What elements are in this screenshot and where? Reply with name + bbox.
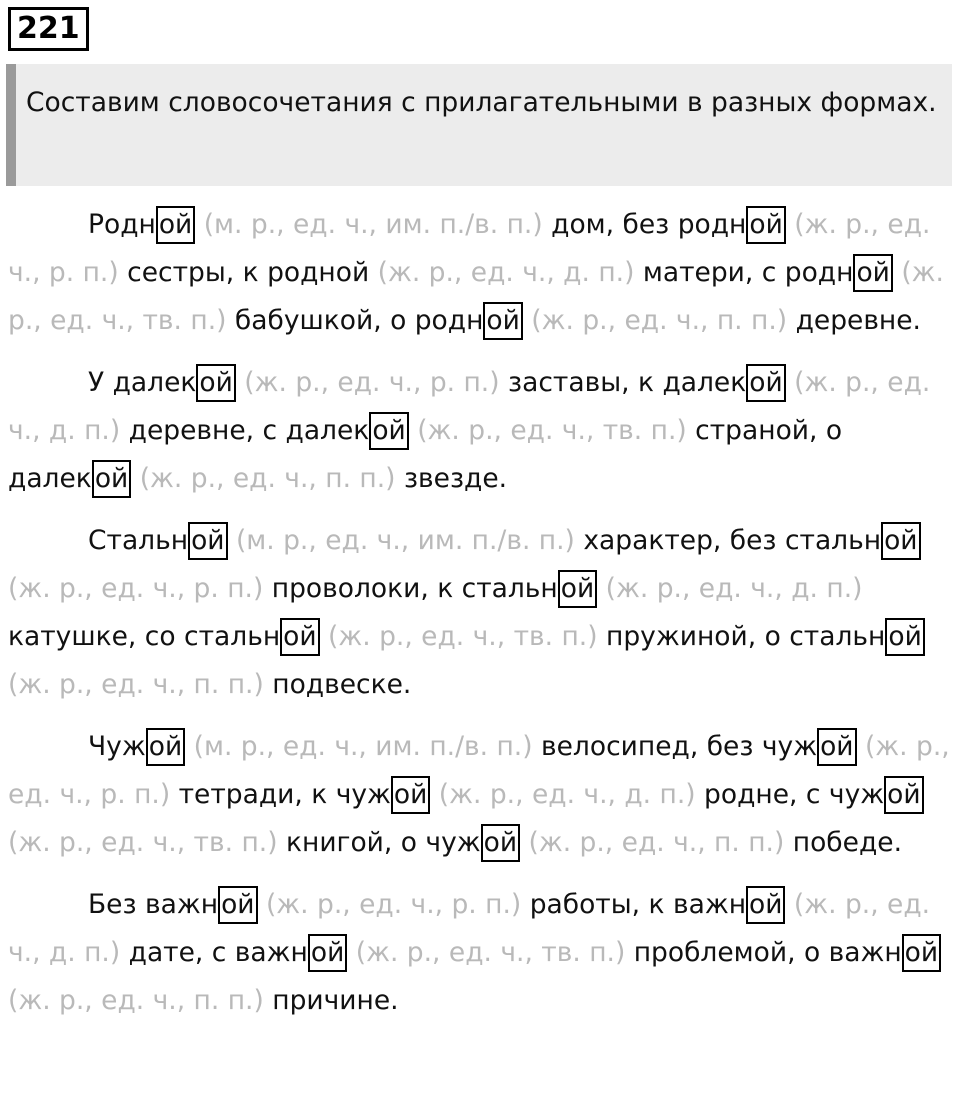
noun: бабушкой, [234, 305, 382, 336]
adjective: важн ой [145, 889, 258, 920]
noun: книгой, [285, 827, 393, 858]
grammar-note: (ж. р., ед. ч., р. п.) [244, 367, 500, 398]
grammar-note: (ж. р., ед. ч., п. п.) [528, 827, 785, 858]
adjective-ending: ой [746, 364, 785, 402]
adjective: родн ой [415, 305, 523, 336]
adjective: чуж ой [336, 779, 431, 810]
noun: дом, [551, 209, 615, 240]
adjective-ending: ой [280, 618, 319, 656]
adjective-ending: ой [885, 618, 924, 656]
adjective: чуж ой [829, 779, 924, 810]
grammar-note: (м. р., ед. ч., им. п./в. п.) [203, 209, 543, 240]
adjective-ending: ой [884, 776, 923, 814]
noun: проблемой, [633, 937, 796, 968]
adjective: родн ой [785, 257, 893, 288]
adjective: Родн ой [88, 209, 195, 240]
noun: деревне. [795, 305, 921, 336]
noun: звезде. [403, 463, 508, 494]
grammar-note: (ж. р., ед. ч., р. п.) [8, 573, 264, 604]
adjective: чуж ой [425, 827, 520, 858]
grammar-note: (ж. р., ед. ч., р. п.) [8, 731, 950, 810]
noun: подвеске. [272, 669, 412, 700]
noun: проволоки, [271, 573, 429, 604]
grammar-note: (м. р., ед. ч., им. п./в. п.) [193, 731, 533, 762]
adjective-ending: ой [196, 364, 235, 402]
grammar-note: (ж. р., ед. ч., р. п.) [265, 889, 522, 920]
adjective: Чуж ой [88, 731, 185, 762]
task-note: Составим словосочетания с прилагательными в разных формах. [6, 64, 952, 186]
noun: пружиной, [606, 621, 757, 652]
adjective: стальн ой [789, 621, 925, 652]
adjective-ending: ой [853, 254, 892, 292]
adjective: родн ой [678, 209, 786, 240]
noun: дате, [128, 937, 204, 968]
grammar-note: (м. р., ед. ч., им. п./в. п.) [235, 525, 575, 556]
noun: сестры, [127, 257, 235, 288]
grammar-note: (ж. р., ед. ч., п. п.) [8, 985, 264, 1016]
grammar-note: (ж. р., ед. ч., д. п.) [8, 367, 931, 446]
adjective: далек ой [113, 367, 236, 398]
grammar-note: (ж. р., ед. ч., тв. п.) [8, 827, 278, 858]
grammar-note: (ж. р., ед. ч., д. п.) [438, 779, 696, 810]
answer-paragraph: Стальн ой (м. р., ед. ч., им. п./в. п.) характер, без стальн ой (ж. р., ед. ч., р. п.) проволоки, к стальн ой (ж. р., ед. ч., д. п.) катушке, со стальн ой (ж. р., ед. ч., тв. п.) пружиной, о стальн ой (ж. р., ед. ч., п. п.) подвеске. [8, 517, 952, 709]
adjective: важн ой [235, 937, 348, 968]
answer-paragraph: Чуж ой (м. р., ед. ч., им. п./в. п.) велосипед, без чуж ой (ж. р., ед. ч., р. п.) тетради, к чуж ой (ж. р., ед. ч., д. п.) родне, с чуж ой (ж. р., ед. ч., тв. п.) книгой, о чуж ой (ж. р., ед. ч., п. п.) победе. [8, 723, 952, 867]
task-number: 221 [8, 7, 89, 51]
noun: работы, [529, 889, 641, 920]
adjective: Стальн ой [88, 525, 228, 556]
noun: характер, [583, 525, 722, 556]
adjective-ending: ой [481, 824, 520, 862]
adjective-ending: ой [881, 522, 920, 560]
adjective-ending: ой [817, 728, 856, 766]
adjective-ending: ой [902, 934, 941, 972]
grammar-note: (ж. р., ед. ч., п. п.) [139, 463, 396, 494]
adjective: далек ой [286, 415, 409, 446]
grammar-note: (ж. р., ед. ч., тв. п.) [417, 415, 687, 446]
grammar-note: (ж. р., ед. ч., тв. п.) [328, 621, 598, 652]
noun: причине. [272, 985, 399, 1016]
answer-content [8, 201, 952, 1039]
adjective: далек ой [662, 367, 785, 398]
adjective: родной [267, 257, 370, 288]
adjective-ending: ой [92, 460, 131, 498]
adjective-ending: ой [188, 522, 227, 560]
adjective: стальн ой [184, 621, 320, 652]
grammar-note: (ж. р., ед. ч., р. п.) [8, 209, 931, 288]
adjective-ending: ой [308, 934, 347, 972]
noun: страной, [695, 415, 818, 446]
noun: велосипед, [541, 731, 699, 762]
grammar-note: (ж. р., ед. ч., п. п.) [8, 669, 264, 700]
adjective: важн ой [673, 889, 786, 920]
answer-paragraph: Родн ой (м. р., ед. ч., им. п./в. п.) дом, без родн ой (ж. р., ед. ч., р. п.) сестры, к родной (ж. р., ед. ч., д. п.) матери, с родн ой (ж. р., ед. ч., тв. п.) бабушкой, о родн ой (ж. р., ед. ч., п. п.) деревне. [8, 201, 952, 345]
adjective-ending: ой [369, 412, 408, 450]
grammar-note: (ж. р., ед. ч., тв. п.) [8, 257, 944, 336]
adjective: важн ой [829, 937, 942, 968]
adjective: далек ой [8, 463, 131, 494]
grammar-note: (ж. р., ед. ч., тв. п.) [355, 937, 626, 968]
answer-paragraph: У далек ой (ж. р., ед. ч., р. п.) заставы, к далек ой (ж. р., ед. ч., д. п.) деревне, с далек ой (ж. р., ед. ч., тв. п.) страной, о далек ой (ж. р., ед. ч., п. п.) звезде. [8, 359, 952, 503]
adjective: стальн ой [462, 573, 598, 604]
grammar-note: (ж. р., ед. ч., д. п.) [605, 573, 863, 604]
adjective-ending: ой [483, 302, 522, 340]
adjective: стальн ой [785, 525, 921, 556]
noun: деревне, [128, 415, 255, 446]
adjective-ending: ой [746, 886, 785, 924]
adjective-ending: ой [156, 206, 195, 244]
noun: победе. [792, 827, 903, 858]
answer-paragraph: Без важн ой (ж. р., ед. ч., р. п.) работы, к важн ой (ж. р., ед. ч., д. п.) дате, с важн ой (ж. р., ед. ч., тв. п.) проблемой, о важн ой (ж. р., ед. ч., п. п.) причине. [8, 881, 952, 1025]
noun: катушке, [8, 621, 137, 652]
noun: заставы, [508, 367, 630, 398]
grammar-note: (ж. р., ед. ч., п. п.) [531, 305, 788, 336]
grammar-note: (ж. р., ед. ч., д. п.) [8, 889, 931, 968]
noun: тетради, [178, 779, 303, 810]
adjective-ending: ой [558, 570, 597, 608]
adjective-ending: ой [218, 886, 257, 924]
adjective-ending: ой [146, 728, 185, 766]
grammar-note: (ж. р., ед. ч., д. п.) [377, 257, 635, 288]
adjective-ending: ой [391, 776, 430, 814]
noun: матери, [642, 257, 754, 288]
adjective: чуж ой [762, 731, 857, 762]
noun: родне, [704, 779, 798, 810]
adjective-ending: ой [746, 206, 785, 244]
